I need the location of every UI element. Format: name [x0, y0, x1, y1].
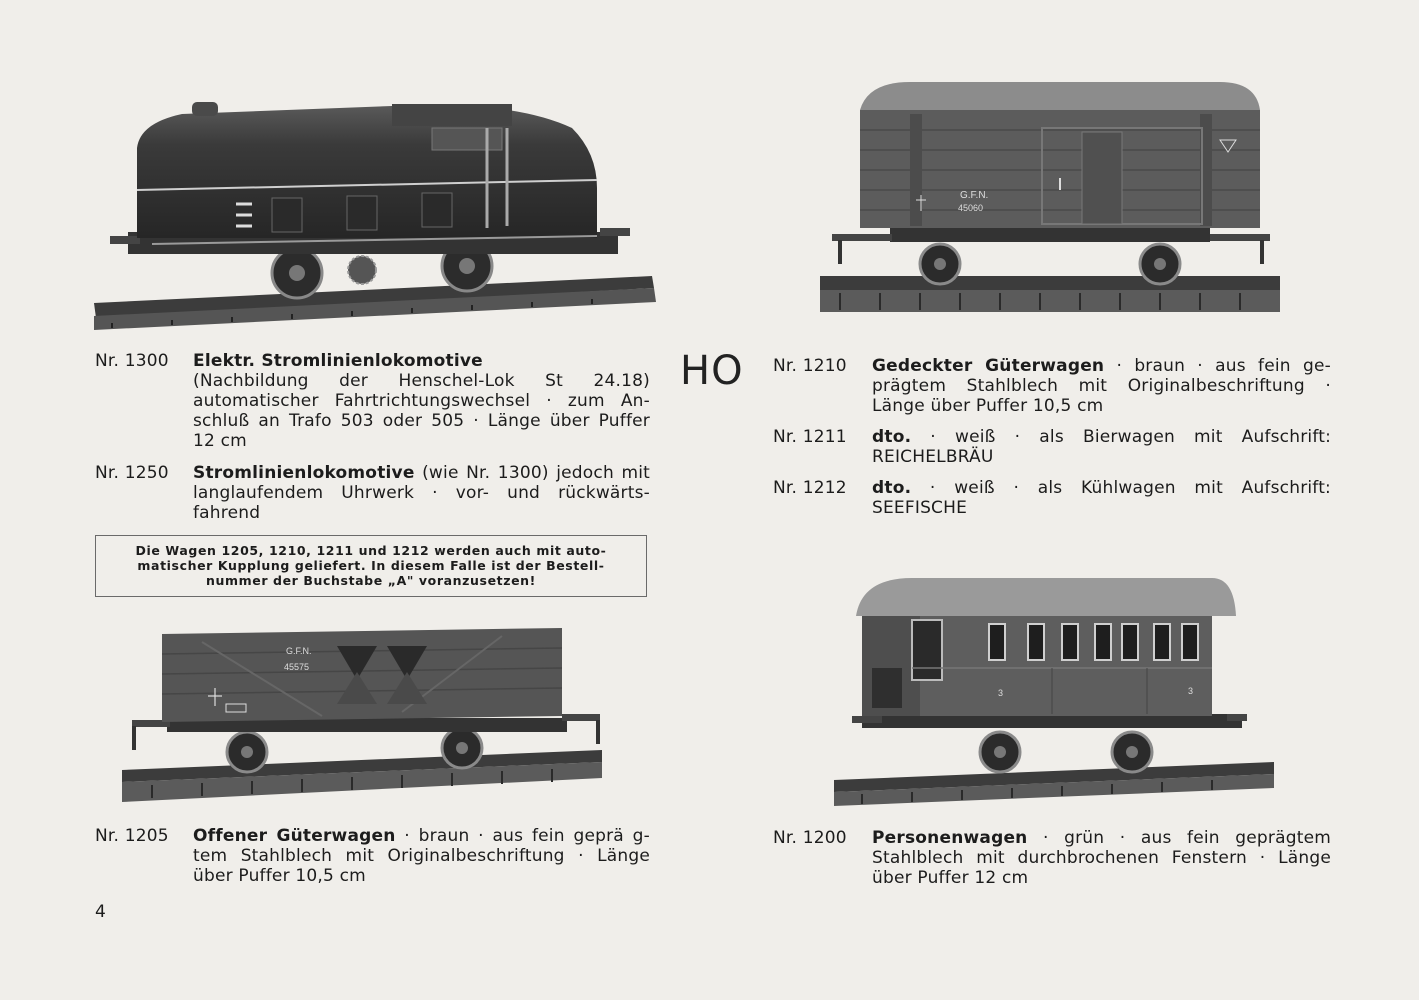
open-goods-wagon-illustration	[122, 620, 604, 804]
item-number: Nr. 1212	[773, 478, 847, 498]
item-description-line: (wie Nr. 1300) jedoch mit	[414, 463, 650, 483]
item-description-line: tem Stahlblech mit Originalbeschriftung · Länge	[193, 846, 650, 866]
item-title: Stromlinienlokomotive	[193, 463, 415, 483]
item-title: Gedeckter Güterwagen	[872, 356, 1105, 376]
item-description-line: · grün · aus fein geprägtem	[1027, 828, 1331, 848]
item-description-line: REICHELBRÄU	[872, 447, 994, 467]
open-wagon-marking-gfn: G.F.N.	[286, 646, 312, 656]
open-wagon-marking-number: 45575	[284, 662, 310, 672]
item-description-line: automatischer Fahrtrichtungswechsel · zum An-	[193, 391, 650, 411]
item-title: Elektr. Stromlinienlokomotive	[193, 351, 483, 371]
auto-coupling-notice	[95, 535, 647, 597]
item-description-line: · braun · aus fein ge-	[1104, 356, 1331, 376]
item-description-line: · weiß · als Bierwagen mit Aufschrift:	[911, 427, 1331, 447]
item-description-line: · weiß · als Kühlwagen mit Aufschrift:	[911, 478, 1331, 498]
item-description-line: Länge über Puffer 10,5 cm	[872, 396, 1104, 416]
scale-label-ho: HO	[680, 348, 744, 394]
item-title: Personenwagen	[872, 828, 1028, 848]
item-number: Nr. 1200	[773, 828, 847, 848]
item-description-line: (Nachbildung der Henschel-Lok St 24.18)	[193, 371, 650, 391]
item-number: Nr. 1211	[773, 427, 847, 447]
notice-line: nummer der Buchstabe „A" voranzusetzen!	[206, 573, 536, 588]
item-description-line: langlaufendem Uhrwerk · vor- und rückwärts-	[193, 483, 650, 503]
item-number: Nr. 1300	[95, 351, 169, 371]
item-description-line: schluß an Trafo 503 oder 505 · Länge über Puffer	[193, 411, 650, 431]
passenger-coach-illustration	[832, 576, 1274, 808]
covered-wagon-marking-gfn: G.F.N.	[960, 190, 989, 201]
notice-line: matischer Kupplung geliefert. In diesem Falle ist der Bestell-	[137, 558, 605, 573]
page-number: 4	[95, 902, 106, 922]
item-description-line: über Puffer 10,5 cm	[193, 866, 366, 886]
coach-class-number-right: 3	[1188, 686, 1194, 696]
item-title: dto.	[872, 427, 912, 447]
streamline-locomotive-illustration	[92, 98, 658, 330]
item-number: Nr. 1205	[95, 826, 169, 846]
coach-class-number-left: 3	[998, 688, 1004, 698]
item-title: dto.	[872, 478, 912, 498]
item-description-line: Stahlblech mit durchbrochenen Fenstern · Länge	[872, 848, 1331, 868]
item-number: Nr. 1210	[773, 356, 847, 376]
item-description-line: · braun · aus fein geprä g-	[395, 826, 650, 846]
item-description-line: prägtem Stahlblech mit Originalbeschriftung ·	[872, 376, 1331, 396]
notice-line: Die Wagen 1205, 1210, 1211 und 1212 werden auch mit auto-	[135, 543, 607, 558]
item-description-line: SEEFISCHE	[872, 498, 968, 518]
item-description-line: 12 cm	[193, 431, 247, 451]
covered-goods-wagon-illustration	[820, 78, 1280, 318]
covered-wagon-marking-number: 45060	[958, 203, 984, 213]
item-description-line: fahrend	[193, 503, 261, 523]
item-description-line: über Puffer 12 cm	[872, 868, 1029, 888]
item-title: Offener Güterwagen	[193, 826, 396, 846]
item-number: Nr. 1250	[95, 463, 169, 483]
